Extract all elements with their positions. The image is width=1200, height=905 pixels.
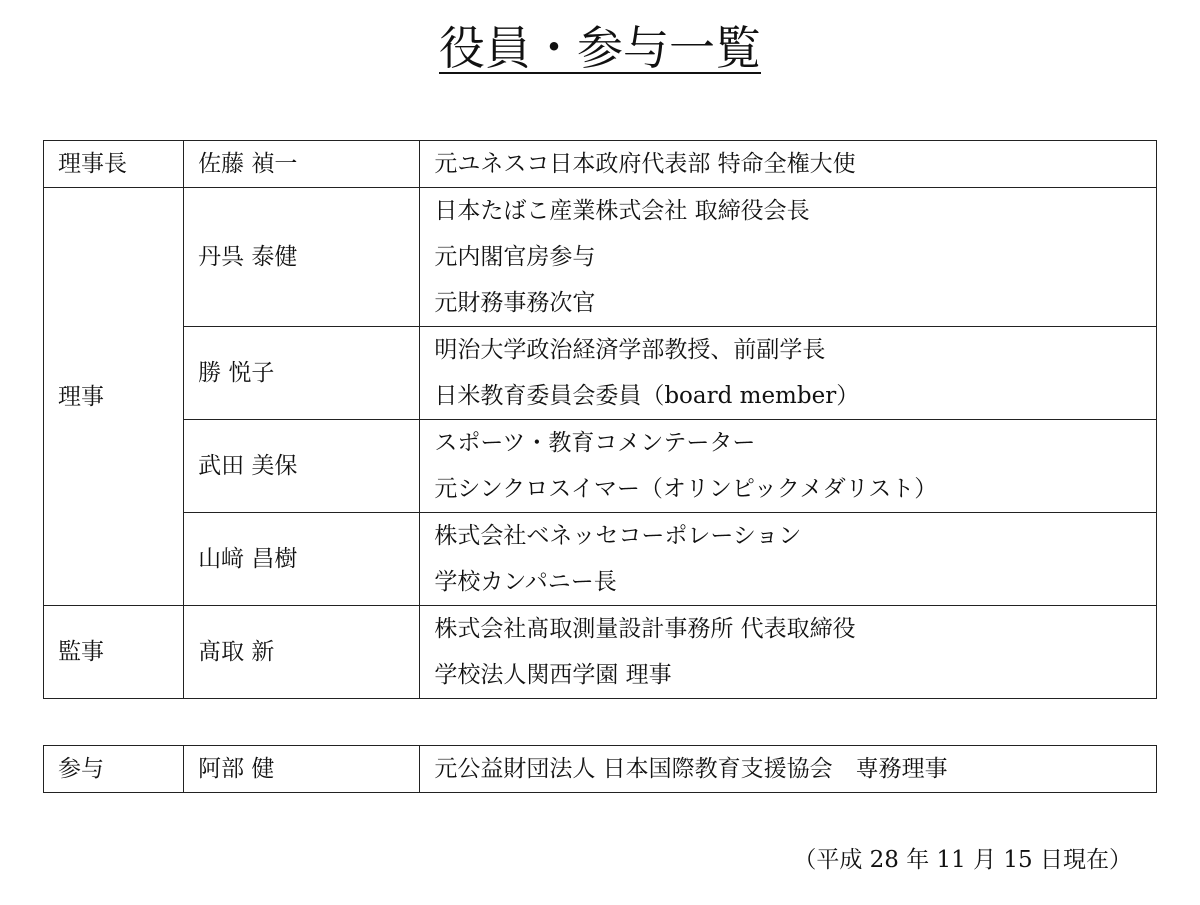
name-cell: 武田 美保 (184, 420, 420, 513)
table-row-auditor (44, 606, 1157, 699)
page-title (0, 18, 1200, 78)
description-cell: スポーツ・教育コメンテーター 元シンクロスイマー（オリンピックメダリスト） (420, 420, 1157, 513)
name-cell: 阿部 健 (184, 746, 420, 793)
name-cell: 勝 悦子 (184, 327, 420, 420)
table-row-director (44, 188, 1157, 327)
description-cell: 株式会社髙取測量設計事務所 代表取締役 学校法人関西学園 理事 (420, 606, 1157, 699)
role-cell: 監事 (44, 606, 184, 699)
page-title-text: 役員・参与一覧 (439, 21, 761, 75)
role-cell: 参与 (44, 746, 184, 793)
as-of-date: （平成 28 年 11 月 15 日現在） (793, 847, 1132, 873)
table-row-advisor (44, 746, 1157, 793)
officers-table (43, 140, 1157, 699)
description-cell: 明治大学政治経済学部教授、前副学長 日米教育委員会委員（board member） (420, 327, 1157, 420)
name-cell: 髙取 新 (184, 606, 420, 699)
name-cell: 佐藤 禎一 (184, 141, 420, 188)
role-cell: 理事 (44, 188, 184, 606)
description-cell: 株式会社ベネッセコーポレーション 学校カンパニー長 (420, 513, 1157, 606)
description-cell: 元公益財団法人 日本国際教育支援協会 専務理事 (420, 746, 1157, 793)
name-cell: 丹呉 泰健 (184, 188, 420, 327)
table-row-chairman (44, 141, 1157, 188)
table-row-director (44, 327, 1157, 420)
table-row-director (44, 513, 1157, 606)
description-cell: 元ユネスコ日本政府代表部 特命全権大使 (420, 141, 1157, 188)
advisor-table (43, 745, 1157, 793)
name-cell: 山﨑 昌樹 (184, 513, 420, 606)
role-cell: 理事長 (44, 141, 184, 188)
table-row-director (44, 420, 1157, 513)
description-cell: 日本たばこ産業株式会社 取締役会長 元内閣官房参与 元財務事務次官 (420, 188, 1157, 327)
